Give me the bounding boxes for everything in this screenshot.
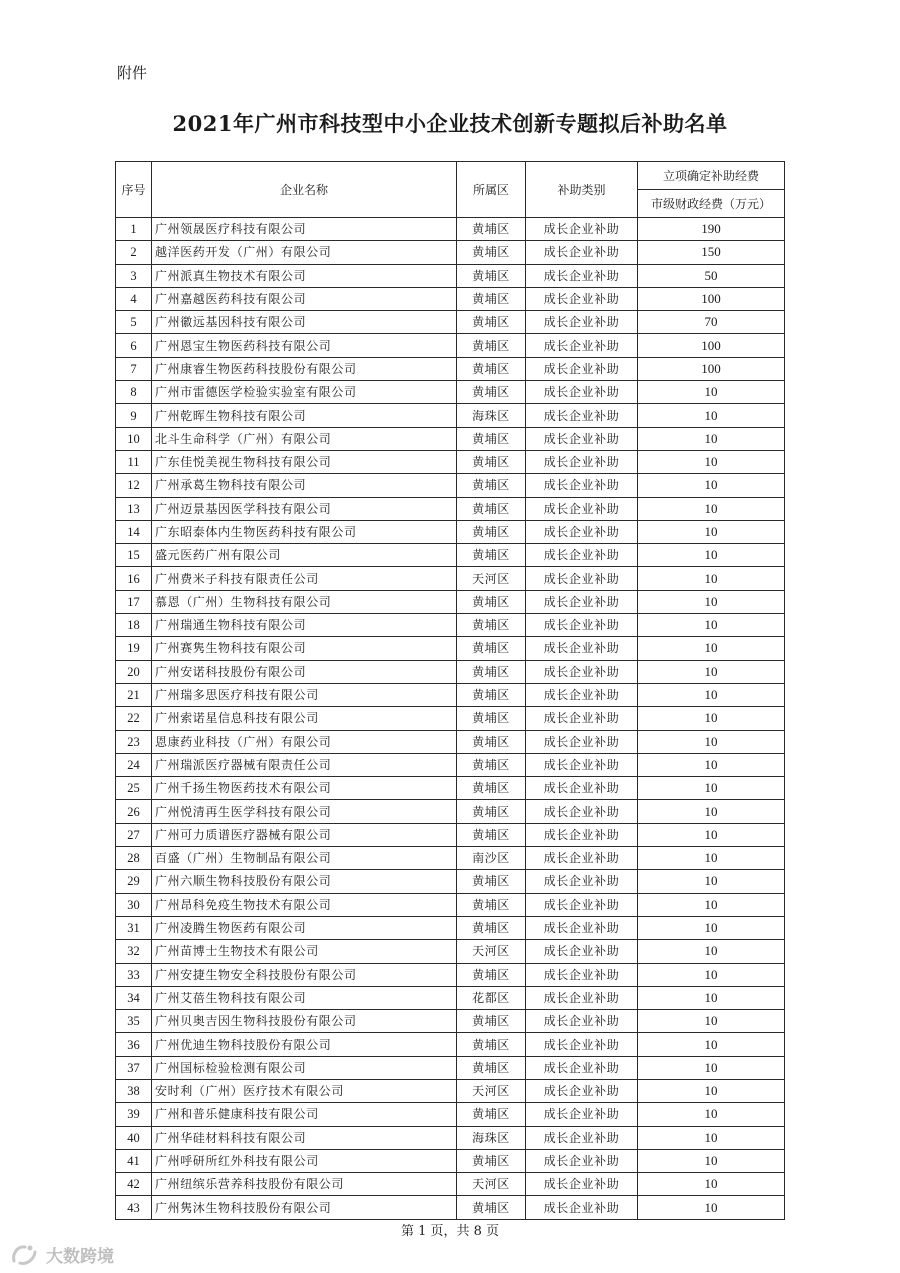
subsidy-type: 成长企业补助 [526, 334, 638, 357]
table-row [116, 823, 785, 846]
table-row [116, 753, 785, 776]
row-number: 26 [116, 800, 152, 823]
subsidy-type: 成长企业补助 [526, 241, 638, 264]
table-row [116, 590, 785, 613]
funding-amount: 190 [638, 218, 785, 241]
company-name: 广州恩宝生物医药科技有限公司 [152, 334, 457, 357]
company-name: 广州艾蓓生物科技有限公司 [152, 986, 457, 1009]
table-row [116, 963, 785, 986]
table-row [116, 450, 785, 473]
table-row [116, 497, 785, 520]
table-row [116, 1056, 785, 1079]
subsidy-type: 成长企业补助 [526, 544, 638, 567]
funding-amount: 10 [638, 497, 785, 520]
table-row [116, 637, 785, 660]
company-name: 安时利（广州）医疗技术有限公司 [152, 1079, 457, 1102]
subsidy-type: 成长企业补助 [526, 1033, 638, 1056]
district: 黄埔区 [457, 1033, 526, 1056]
funding-amount: 10 [638, 450, 785, 473]
table-row [116, 893, 785, 916]
company-name: 广州和普乐健康科技有限公司 [152, 1103, 457, 1126]
district: 黄埔区 [457, 1196, 526, 1219]
district: 黄埔区 [457, 916, 526, 939]
row-number: 38 [116, 1079, 152, 1102]
subsidy-type: 成长企业补助 [526, 1079, 638, 1102]
district: 黄埔区 [457, 1149, 526, 1172]
district: 天河区 [457, 1173, 526, 1196]
table-body [116, 218, 785, 1220]
company-name: 广州隽沐生物科技股份有限公司 [152, 1196, 457, 1219]
row-number: 41 [116, 1149, 152, 1172]
attachment-label: 附件 [117, 64, 148, 82]
funding-amount: 10 [638, 707, 785, 730]
funding-amount: 10 [638, 1010, 785, 1033]
company-name: 广州费米子科技有限责任公司 [152, 567, 457, 590]
company-name: 广州赛隽生物科技有限公司 [152, 637, 457, 660]
subsidy-type: 成长企业补助 [526, 218, 638, 241]
district: 黄埔区 [457, 311, 526, 334]
funding-amount: 10 [638, 590, 785, 613]
company-name: 广州苗博士生物技术有限公司 [152, 940, 457, 963]
funding-amount: 10 [638, 614, 785, 637]
district: 黄埔区 [457, 287, 526, 310]
company-name: 百盛（广州）生物制品有限公司 [152, 847, 457, 870]
row-number: 31 [116, 916, 152, 939]
company-name: 广州承葛生物科技有限公司 [152, 474, 457, 497]
subsidy-type: 成长企业补助 [526, 753, 638, 776]
funding-amount: 10 [638, 1196, 785, 1219]
district: 天河区 [457, 1079, 526, 1102]
watermark [10, 1242, 114, 1267]
company-name: 广州可力质谱医疗器械有限公司 [152, 823, 457, 846]
district: 黄埔区 [457, 637, 526, 660]
funding-amount: 10 [638, 520, 785, 543]
row-number: 25 [116, 777, 152, 800]
district: 黄埔区 [457, 474, 526, 497]
row-number: 13 [116, 497, 152, 520]
funding-amount: 100 [638, 334, 785, 357]
subsidy-type: 成长企业补助 [526, 963, 638, 986]
funding-amount: 50 [638, 264, 785, 287]
company-name: 恩康药业科技（广州）有限公司 [152, 730, 457, 753]
funding-amount: 10 [638, 870, 785, 893]
table-row [116, 334, 785, 357]
table-row [116, 683, 785, 706]
funding-amount: 10 [638, 986, 785, 1009]
funding-amount: 10 [638, 847, 785, 870]
row-number: 28 [116, 847, 152, 870]
funding-amount: 10 [638, 753, 785, 776]
funding-amount: 10 [638, 683, 785, 706]
company-name: 北斗生命科学（广州）有限公司 [152, 427, 457, 450]
table-row [116, 870, 785, 893]
funding-amount: 10 [638, 777, 785, 800]
row-number: 20 [116, 660, 152, 683]
company-name: 广州悦清再生医学科技有限公司 [152, 800, 457, 823]
company-name: 广州嘉越医药科技有限公司 [152, 287, 457, 310]
company-name: 广州领晟医疗科技有限公司 [152, 218, 457, 241]
row-number: 23 [116, 730, 152, 753]
funding-amount: 10 [638, 940, 785, 963]
company-name: 广州市雷德医学检验实验室有限公司 [152, 381, 457, 404]
company-name: 广州派真生物技术有限公司 [152, 264, 457, 287]
table-row [116, 847, 785, 870]
subsidy-type: 成长企业补助 [526, 847, 638, 870]
table-row [116, 544, 785, 567]
row-number: 32 [116, 940, 152, 963]
funding-amount: 10 [638, 1103, 785, 1126]
district: 黄埔区 [457, 450, 526, 473]
table-row [116, 381, 785, 404]
district: 黄埔区 [457, 381, 526, 404]
funding-amount: 100 [638, 357, 785, 380]
district: 黄埔区 [457, 264, 526, 287]
row-number: 37 [116, 1056, 152, 1079]
row-number: 29 [116, 870, 152, 893]
funding-amount: 10 [638, 567, 785, 590]
row-number: 34 [116, 986, 152, 1009]
subsidy-type: 成长企业补助 [526, 777, 638, 800]
subsidy-type: 成长企业补助 [526, 520, 638, 543]
row-number: 4 [116, 287, 152, 310]
funding-amount: 10 [638, 800, 785, 823]
row-number: 17 [116, 590, 152, 613]
table-row [116, 1079, 785, 1102]
row-number: 30 [116, 893, 152, 916]
row-number: 39 [116, 1103, 152, 1126]
table-row [116, 777, 785, 800]
row-number: 15 [116, 544, 152, 567]
row-number: 33 [116, 963, 152, 986]
funding-amount: 10 [638, 660, 785, 683]
page-number: 第 1 页，共 8 页 [400, 1224, 500, 1239]
district: 黄埔区 [457, 777, 526, 800]
subsidy-type: 成长企业补助 [526, 1056, 638, 1079]
district: 黄埔区 [457, 707, 526, 730]
company-name: 越洋医药开发（广州）有限公司 [152, 241, 457, 264]
subsidy-type: 成长企业补助 [526, 940, 638, 963]
district: 黄埔区 [457, 660, 526, 683]
district: 黄埔区 [457, 241, 526, 264]
company-name: 广州瑞多思医疗科技有限公司 [152, 683, 457, 706]
subsidy-type: 成长企业补助 [526, 497, 638, 520]
subsidy-type: 成长企业补助 [526, 660, 638, 683]
district: 黄埔区 [457, 497, 526, 520]
company-name: 盛元医药广州有限公司 [152, 544, 457, 567]
header-subsidy-type: 补助类别 [526, 162, 638, 218]
funding-amount: 10 [638, 893, 785, 916]
company-name: 广州迈景基因医学科技有限公司 [152, 497, 457, 520]
table-row [116, 1149, 785, 1172]
row-number: 6 [116, 334, 152, 357]
company-name: 广州徽远基因科技有限公司 [152, 311, 457, 334]
row-number: 8 [116, 381, 152, 404]
subsidy-type: 成长企业补助 [526, 590, 638, 613]
row-number: 5 [116, 311, 152, 334]
subsidy-type: 成长企业补助 [526, 707, 638, 730]
table-row [116, 660, 785, 683]
company-name: 广州安诺科技股份有限公司 [152, 660, 457, 683]
funding-amount: 10 [638, 1173, 785, 1196]
row-number: 36 [116, 1033, 152, 1056]
funding-amount: 10 [638, 730, 785, 753]
funding-amount: 10 [638, 1056, 785, 1079]
funding-amount: 10 [638, 427, 785, 450]
table-row [116, 287, 785, 310]
header-no: 序号 [116, 162, 152, 218]
district: 天河区 [457, 567, 526, 590]
subsidy-type: 成长企业补助 [526, 823, 638, 846]
subsidy-type: 成长企业补助 [526, 450, 638, 473]
district: 黄埔区 [457, 544, 526, 567]
subsidy-type: 成长企业补助 [526, 637, 638, 660]
row-number: 27 [116, 823, 152, 846]
subsidy-type: 成长企业补助 [526, 1173, 638, 1196]
document-title: 2021年广州市科技型中小企业技术创新专题拟后补助名单 [172, 111, 728, 136]
row-number: 24 [116, 753, 152, 776]
company-name: 慕恩（广州）生物科技有限公司 [152, 590, 457, 613]
subsidy-type: 成长企业补助 [526, 1196, 638, 1219]
company-name: 广州昂科免疫生物技术有限公司 [152, 893, 457, 916]
district: 黄埔区 [457, 357, 526, 380]
table-row [116, 1173, 785, 1196]
company-name: 广东昭泰体内生物医药科技有限公司 [152, 520, 457, 543]
company-name: 广州纽缤乐营养科技股份有限公司 [152, 1173, 457, 1196]
company-name: 广州康睿生物医药科技股份有限公司 [152, 357, 457, 380]
subsidy-table [115, 161, 785, 1220]
table-row [116, 1033, 785, 1056]
district: 黄埔区 [457, 730, 526, 753]
district: 黄埔区 [457, 823, 526, 846]
district: 黄埔区 [457, 683, 526, 706]
subsidy-type: 成长企业补助 [526, 730, 638, 753]
subsidy-type: 成长企业补助 [526, 287, 638, 310]
funding-amount: 10 [638, 1033, 785, 1056]
table-row [116, 1126, 785, 1149]
subsidy-type: 成长企业补助 [526, 357, 638, 380]
company-name: 广州优迪生物科技股份有限公司 [152, 1033, 457, 1056]
district: 黄埔区 [457, 753, 526, 776]
row-number: 35 [116, 1010, 152, 1033]
row-number: 43 [116, 1196, 152, 1219]
funding-amount: 10 [638, 1126, 785, 1149]
row-number: 42 [116, 1173, 152, 1196]
table-row [116, 916, 785, 939]
subsidy-type: 成长企业补助 [526, 893, 638, 916]
funding-amount: 10 [638, 637, 785, 660]
subsidy-type: 成长企业补助 [526, 870, 638, 893]
table-row [116, 404, 785, 427]
company-name: 广东佳悦美视生物科技有限公司 [152, 450, 457, 473]
row-number: 9 [116, 404, 152, 427]
row-number: 21 [116, 683, 152, 706]
company-name: 广州凌腾生物医药有限公司 [152, 916, 457, 939]
subsidy-type: 成长企业补助 [526, 916, 638, 939]
district: 天河区 [457, 940, 526, 963]
funding-amount: 10 [638, 963, 785, 986]
table-row [116, 940, 785, 963]
district: 黄埔区 [457, 427, 526, 450]
district: 黄埔区 [457, 800, 526, 823]
company-name: 广州贝奥吉因生物科技股份有限公司 [152, 1010, 457, 1033]
subsidy-type: 成长企业补助 [526, 1103, 638, 1126]
district: 黄埔区 [457, 893, 526, 916]
row-number: 22 [116, 707, 152, 730]
row-number: 11 [116, 450, 152, 473]
table-row [116, 241, 785, 264]
table-row [116, 986, 785, 1009]
header-district: 所属区 [457, 162, 526, 218]
row-number: 7 [116, 357, 152, 380]
funding-amount: 10 [638, 474, 785, 497]
row-number: 10 [116, 427, 152, 450]
subsidy-type: 成长企业补助 [526, 311, 638, 334]
funding-amount: 10 [638, 823, 785, 846]
funding-amount: 10 [638, 1079, 785, 1102]
company-name: 广州六顺生物科技股份有限公司 [152, 870, 457, 893]
district: 黄埔区 [457, 1010, 526, 1033]
district: 黄埔区 [457, 218, 526, 241]
district: 黄埔区 [457, 590, 526, 613]
company-name: 广州国标检验检测有限公司 [152, 1056, 457, 1079]
table-row [116, 567, 785, 590]
district: 黄埔区 [457, 520, 526, 543]
company-name: 广州乾晖生物科技有限公司 [152, 404, 457, 427]
table-row [116, 427, 785, 450]
row-number: 12 [116, 474, 152, 497]
district: 黄埔区 [457, 870, 526, 893]
row-number: 16 [116, 567, 152, 590]
table-row [116, 357, 785, 380]
district: 南沙区 [457, 847, 526, 870]
company-name: 广州瑞通生物科技有限公司 [152, 614, 457, 637]
table-row [116, 1010, 785, 1033]
table-row [116, 474, 785, 497]
funding-amount: 10 [638, 916, 785, 939]
subsidy-type: 成长企业补助 [526, 474, 638, 497]
funding-amount: 150 [638, 241, 785, 264]
funding-amount: 70 [638, 311, 785, 334]
company-name: 广州安捷生物安全科技股份有限公司 [152, 963, 457, 986]
company-name: 广州呼研所红外科技有限公司 [152, 1149, 457, 1172]
subsidy-type: 成长企业补助 [526, 1010, 638, 1033]
subsidy-type: 成长企业补助 [526, 986, 638, 1009]
subsidy-type: 成长企业补助 [526, 264, 638, 287]
district: 海珠区 [457, 1126, 526, 1149]
row-number: 14 [116, 520, 152, 543]
row-number: 1 [116, 218, 152, 241]
table-row [116, 614, 785, 637]
company-name: 广州索诺星信息科技有限公司 [152, 707, 457, 730]
subsidy-type: 成长企业补助 [526, 1149, 638, 1172]
row-number: 2 [116, 241, 152, 264]
subsidy-type: 成长企业补助 [526, 683, 638, 706]
row-number: 3 [116, 264, 152, 287]
header-funding-group: 立项确定补助经费 [638, 162, 785, 190]
company-name: 广州华硅材料科技有限公司 [152, 1126, 457, 1149]
district: 黄埔区 [457, 963, 526, 986]
table-row [116, 707, 785, 730]
watermark-text: 大数跨境 [46, 1247, 114, 1267]
funding-amount: 10 [638, 544, 785, 567]
district: 黄埔区 [457, 1103, 526, 1126]
subsidy-type: 成长企业补助 [526, 614, 638, 637]
funding-amount: 10 [638, 1149, 785, 1172]
table-row [116, 800, 785, 823]
subsidy-type: 成长企业补助 [526, 427, 638, 450]
table-row [116, 264, 785, 287]
table-row [116, 218, 785, 241]
district: 黄埔区 [457, 614, 526, 637]
header-funding-unit: 市级财政经费（万元） [638, 190, 785, 218]
district: 黄埔区 [457, 334, 526, 357]
subsidy-type: 成长企业补助 [526, 404, 638, 427]
district: 海珠区 [457, 404, 526, 427]
funding-amount: 10 [638, 404, 785, 427]
table-row [116, 311, 785, 334]
district: 黄埔区 [457, 1056, 526, 1079]
funding-amount: 100 [638, 287, 785, 310]
subsidy-type: 成长企业补助 [526, 381, 638, 404]
funding-amount: 10 [638, 381, 785, 404]
row-number: 18 [116, 614, 152, 637]
row-number: 40 [116, 1126, 152, 1149]
subsidy-type: 成长企业补助 [526, 567, 638, 590]
table-row [116, 1196, 785, 1219]
company-name: 广州千扬生物医药技术有限公司 [152, 777, 457, 800]
row-number: 19 [116, 637, 152, 660]
table-row [116, 520, 785, 543]
table-row [116, 1103, 785, 1126]
company-name: 广州瑞派医疗器械有限责任公司 [152, 753, 457, 776]
table-row [116, 730, 785, 753]
brand-logo-icon [10, 1243, 40, 1267]
subsidy-type: 成长企业补助 [526, 800, 638, 823]
header-company-name: 企业名称 [152, 162, 457, 218]
subsidy-type: 成长企业补助 [526, 1126, 638, 1149]
district: 花都区 [457, 986, 526, 1009]
